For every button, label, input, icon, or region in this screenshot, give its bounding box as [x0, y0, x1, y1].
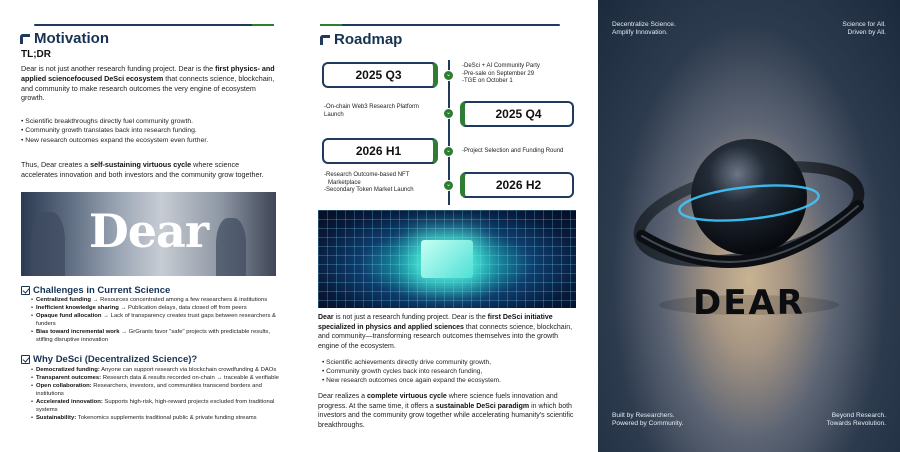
- dear-photo-wordmark: Dear: [88, 204, 209, 258]
- roadmap-heading: [320, 31, 402, 48]
- milestone-2025-q4: 2025 Q4: [460, 101, 574, 127]
- motivation-title: Motivation: [34, 30, 109, 47]
- intro-paragraph: Dear is not just another research funding project. Dear is the first physics- and applied sciencefocused DeSci ecosystem that connects science, blockchain, and community to make research outcomes the very engine of ecosystem growth.: [21, 64, 275, 103]
- cycle-paragraph: Thus, Dear creates a self-sustaining virtuous cycle where science accelerates innovation and both investors and the community grow together.: [21, 160, 264, 179]
- heading-rule-accent: [252, 24, 274, 26]
- list-item: • Democratized funding: Anyone can support research via blockchain crowdfunding & DAOs: [30, 367, 280, 375]
- milestone-2025-q4-notes: -On-chain Web3 Research Platform Launch: [324, 104, 419, 118]
- roadmap-bullets: [322, 358, 580, 386]
- list-item: • Bias toward incremental work → GrGrants favor "safe" projects with predictable results, stifling disruptive innovation: [30, 329, 280, 344]
- list-item: • Transparent outcomes: Research data & results recorded on-chain → traceable & verifiable: [30, 375, 280, 383]
- roadmap-title: Roadmap: [334, 31, 403, 48]
- heading-rule: [34, 24, 274, 26]
- challenges-list: [30, 297, 280, 345]
- motivation-heading: [20, 30, 109, 47]
- motivation-panel: [0, 0, 300, 452]
- heading-rule: [320, 24, 560, 26]
- list-item: • Scientific breakthroughs directly fuel community growth.: [21, 117, 277, 126]
- cover-tagline-top-left: Decentralize Science. Amplify Innovation.: [612, 21, 676, 37]
- list-item: • New research outcomes expand the ecosystem even further.: [21, 136, 277, 145]
- cover-tagline-bottom-right: Beyond Research. Towards Revolution.: [826, 412, 886, 428]
- planet-logo-illustration: [598, 0, 900, 452]
- roadmap-paragraph-1: Dear is not just a research funding project. Dear is the first DeSci initiative specialized in physics and applied sciences that connects science, blockchain, and community—transforming research outcomes themselves into the growth engine of the ecosystem.: [318, 314, 573, 350]
- list-item: • Accelerated innovation: Supports high-risk, high-reward projects excluded from traditional systems: [30, 399, 280, 414]
- why-desci-list: [30, 367, 280, 423]
- checkbox-icon: [21, 286, 30, 295]
- dear-logo-wordmark: DEAR: [693, 283, 805, 323]
- heading-bracket-icon: [320, 35, 330, 45]
- roadmap-paragraph-2: Dear realizes a complete virtuous cycle where science fuels innovation and progress. At the same time, it offers a sustainable DeSci paradigm in which both investors and the community grow together while accelerating humanity's scientific breakthroughs.: [318, 393, 574, 429]
- milestone-2026-h1-notes: -Project Selection and Funding Round: [462, 148, 564, 154]
- list-item: • Open collaboration: Researchers, investors, and communities transcend borders and institutions: [30, 383, 280, 398]
- milestone-2026-h2: 2026 H2: [460, 172, 574, 198]
- roadmap-panel: [300, 0, 600, 452]
- heading-rule-accent: [320, 24, 342, 26]
- list-item: • Community growth cycles back into research funding,: [322, 367, 580, 376]
- milestone-2026-h1: 2026 H1: [322, 138, 438, 164]
- timeline-chevron-icon: ⌄: [443, 180, 454, 191]
- list-item: • Sustainability: Tokenomics supplements traditional public & private funding streams: [30, 415, 280, 423]
- circuit-chip-image: [318, 210, 576, 308]
- intro-bullets: [21, 117, 277, 145]
- list-item: • Community growth translates back into research funding.: [21, 126, 277, 135]
- challenges-heading: Challenges in Current Science: [21, 285, 170, 296]
- list-item: • Scientific achievements directly drive community growth,: [322, 358, 580, 367]
- cover-panel: [598, 0, 900, 452]
- planet-sphere: [691, 139, 807, 255]
- cover-tagline-bottom-left: Built by Researchers. Powered by Community.: [612, 412, 684, 428]
- list-item: • Opaque fund allocation → Lack of transparency creates trust gaps between researchers & funders: [30, 313, 280, 328]
- list-item: • New research outcomes once again expand the ecosystem.: [322, 376, 580, 385]
- list-item: • Inefficient knowledge sharing → Publication delays, data closed off from peers: [30, 305, 280, 313]
- dear-lab-photo: [21, 192, 276, 276]
- timeline-chevron-icon: ⌄: [443, 146, 454, 157]
- milestone-2025-q3: 2025 Q3: [322, 62, 438, 88]
- list-item: • Centralized funding → Resources concentrated among a few researchers & institutions: [30, 297, 280, 305]
- milestone-2026-h2-notes: -Research Outcome-based NFT Marketplace -Secondary Token Market Launch: [324, 172, 414, 194]
- heading-bracket-icon: [20, 34, 30, 44]
- cover-tagline-top-right: Science for All. Driven by All.: [842, 21, 886, 37]
- checkbox-icon: [21, 355, 30, 364]
- milestone-2025-q3-notes: -DeSci + AI Community Party -Pre-sale on September 29 -TGE on October 1: [462, 63, 540, 85]
- why-desci-heading: Why DeSci (Decentralized Science)?: [21, 354, 197, 365]
- timeline-chevron-icon: ⌄: [443, 108, 454, 119]
- timeline-chevron-icon: ⌄: [443, 70, 454, 81]
- tldr-label: TL;DR: [21, 49, 51, 60]
